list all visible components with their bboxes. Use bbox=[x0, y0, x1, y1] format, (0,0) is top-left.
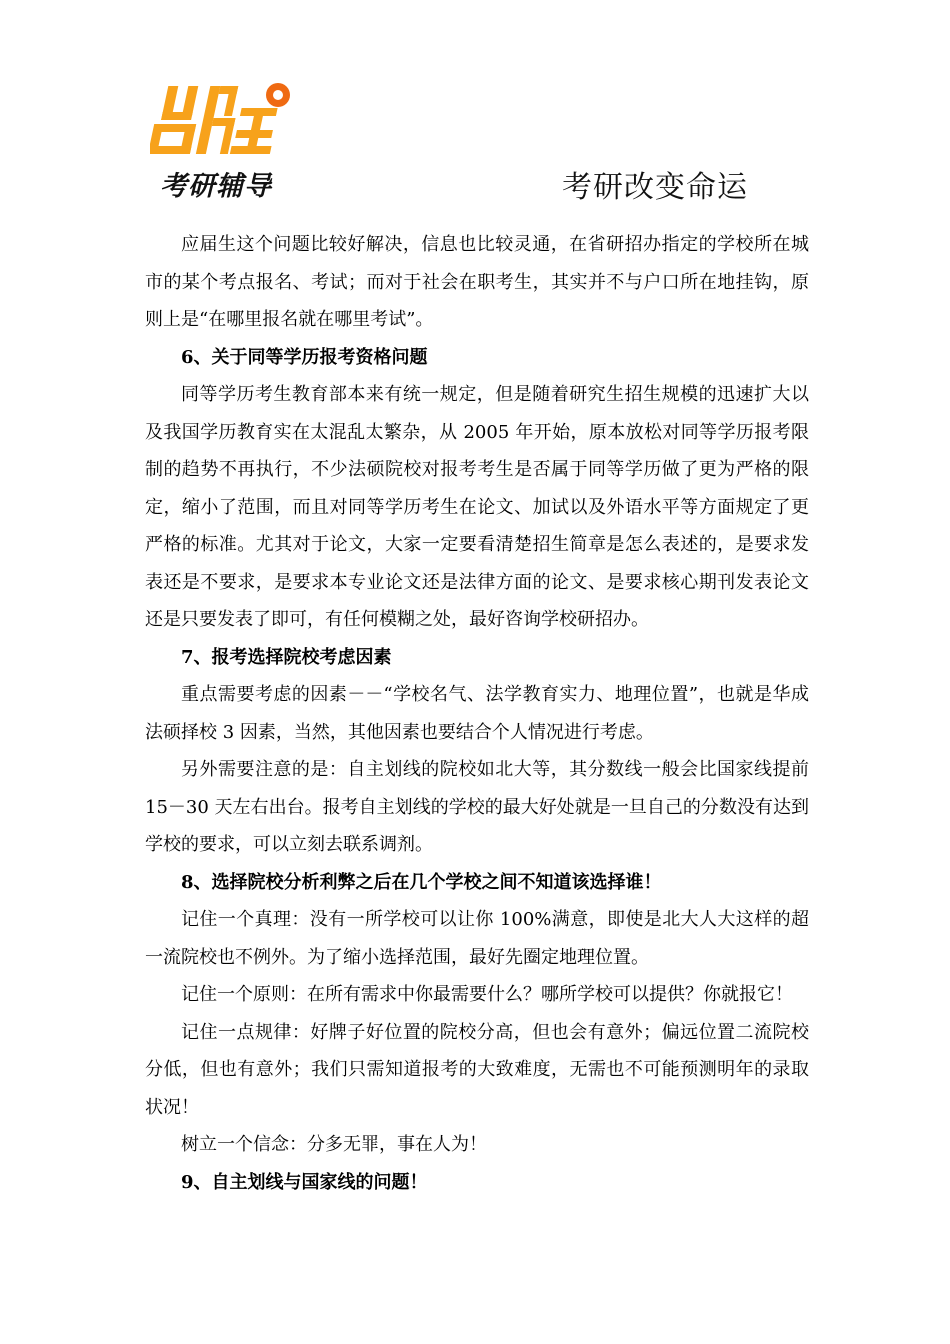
logo-subtitle: 考研辅导 bbox=[160, 171, 272, 202]
paragraph: 重点需要考虑的因素－－“学校名气、法学教育实力、地理位置”，也就是华成法硕择校 3 因素，当然，其他因素也要结合个人情况进行考虑。 bbox=[145, 684, 809, 743]
paragraph: 记住一个真理：没有一所学校可以让你 100%满意，即使是北大人大这样的超一流院校也不例外。为了缩小选择范围，最好先圈定地理位置。 bbox=[145, 909, 809, 968]
logo bbox=[150, 78, 310, 203]
section-heading-6: 6、关于同等学历报考资格问题 bbox=[181, 346, 428, 368]
kaicheng-logo-icon bbox=[150, 78, 300, 158]
section-heading-7: 7、报考选择院校考虑因素 bbox=[181, 646, 392, 668]
paragraph: 另外需要注意的是：自主划线的院校如北大等，其分数线一般会比国家线提前 15－30 天左右出台。报考自主划线的学校的最大好处就是一旦自己的分数没有达到学校的要求，可以立刻去联系调剂。 bbox=[145, 759, 809, 855]
page-header bbox=[0, 0, 950, 220]
document-body bbox=[145, 226, 809, 1201]
section-heading-8: 8、选择院校分析利弊之后在几个学校之间不知道该选择谁！ bbox=[181, 871, 662, 893]
paragraph: 记住一个原则：在所有需求中你最需要什么？哪所学校可以提供？你就报它！ bbox=[181, 984, 793, 1005]
paragraph: 树立一个信念：分多无罪，事在人为！ bbox=[181, 1134, 487, 1155]
paragraph: 同等学历考生教育部本来有统一规定，但是随着研究生招生规模的迅速扩大以及我国学历教育实在太混乱太繁杂，从 2005 年开始，原本放松对同等学历报考限制的趋势不再执行，不少法硕院校对报考考生是否属于同等学历做了更为严格的限定，缩小了范围，而且对同等学历考生在论文、加试以及外语水平等方面规定了更严格的标准。尤其对于论文，大家一定要看清楚招生简章是怎么表述的，是要求发表还是不要求，是要求本专业论文还是法律方面的论文、是要求核心期刊发表论文还是只要发表了即可，有任何模糊之处，最好咨询学校研招办。 bbox=[145, 384, 809, 630]
section-heading-9: 9、自主划线与国家线的问题！ bbox=[181, 1171, 428, 1193]
paragraph: 记住一点规律：好牌子好位置的院校分高，但也会有意外；偏远位置二流院校分低，但也有意外；我们只需知道报考的大致难度，无需也不可能预测明年的录取状况！ bbox=[145, 1021, 809, 1118]
paragraph: 应届生这个问题比较好解决，信息也比较灵通，在省研招办指定的学校所在城市的某个考点报名、考试；而对于社会在职考生，其实并不与户口所在地挂钩，原则上是“在哪里报名就在哪里考试”。 bbox=[145, 234, 809, 330]
slogan: 考研改变命运 bbox=[562, 170, 748, 205]
